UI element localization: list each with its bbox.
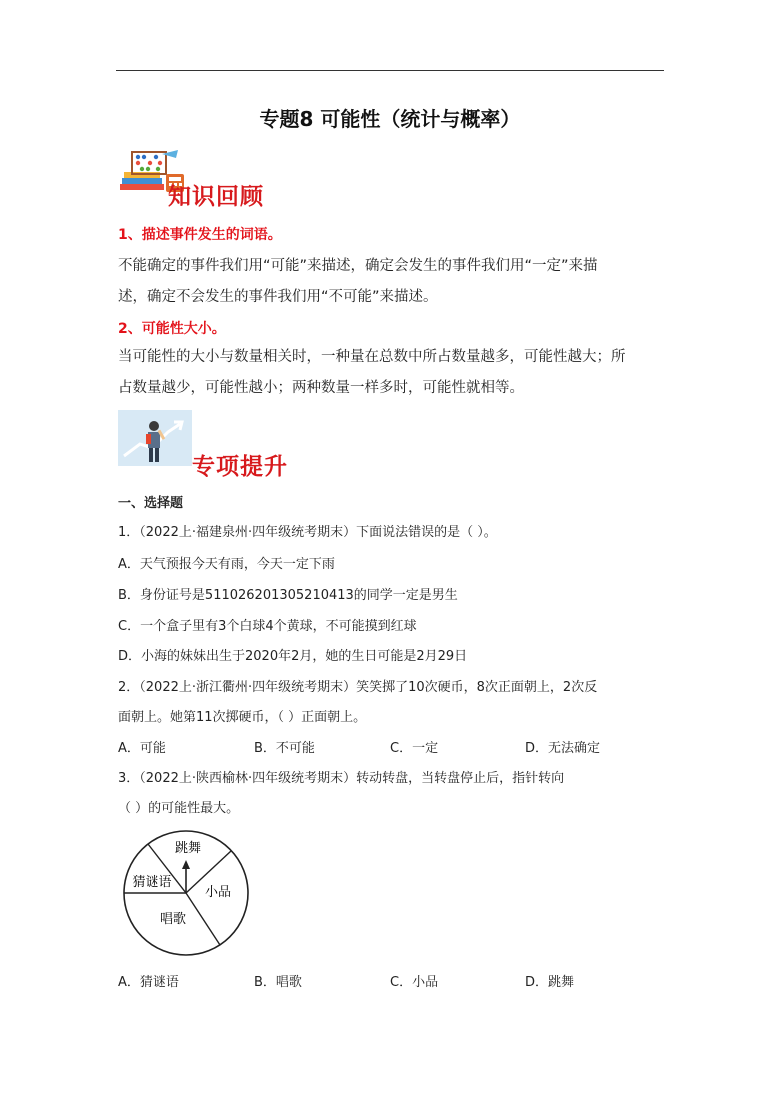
point2-line2: 占数量越少，可能性越小；两种数量一样多时，可能性就相等。 xyxy=(118,380,524,396)
q2-stem-line1: 2．（2022上·浙江衢州·四年级统考期末）笑笑掷了10次硬币，8次正面朝上，2次反 xyxy=(118,680,598,695)
q1-option-d: D．小海的妹妹出生于2020年2月，她的生日可能是2月29日 xyxy=(118,649,468,664)
q1-option-a: A．天气预报今天有雨，今天一定下雨 xyxy=(118,557,335,572)
sector-label-dance: 跳舞 xyxy=(174,841,202,856)
q3-option-a: A．猜谜语 xyxy=(118,975,179,990)
q1-option-c: C．一个盒子里有3个白球4个黄球，不可能摸到红球 xyxy=(118,619,417,634)
q3-option-d: D．跳舞 xyxy=(525,975,575,990)
header-rule xyxy=(116,70,664,71)
q3-stem-line1: 3．（2022上·陕西榆林·四年级统考期末）转动转盘，当转盘停止后，指针转向 xyxy=(118,771,565,786)
q1-stem: 1．（2022上·福建泉州·四年级统考期末）下面说法错误的是（ ）。 xyxy=(118,525,497,540)
q1-option-b: B．身份证号是511026201305210413的同学一定是男生 xyxy=(118,588,458,603)
point1-line1: 不能确定的事件我们用“可能”来描述，确定会发生的事件我们用“一定”来描 xyxy=(118,258,598,274)
point2-title: 2、可能性大小。 xyxy=(118,321,226,337)
page-title: 专题8 可能性（统计与概率） xyxy=(259,107,521,131)
q3-stem-line2: （ ）的可能性最大。 xyxy=(118,801,240,816)
knowledge-review-heading: 知识回顾 xyxy=(168,183,264,210)
point1-line2: 述，确定不会发生的事件我们用“不可能”来描述。 xyxy=(118,289,438,305)
q2-option-d: D．无法确定 xyxy=(525,741,601,756)
practice-heading: 专项提升 xyxy=(192,453,288,480)
q2-option-c: C．一定 xyxy=(390,741,439,756)
sector-label-sing: 唱歌 xyxy=(159,912,187,927)
sector-label-skit: 小品 xyxy=(204,885,232,900)
person-growth-chart-icon xyxy=(118,410,192,466)
section-choice-label: 一、选择题 xyxy=(118,496,184,511)
q2-option-a: A．可能 xyxy=(118,741,166,756)
q2-option-b: B．不可能 xyxy=(254,741,315,756)
point1-title: 1、描述事件发生的词语。 xyxy=(118,227,282,243)
q3-option-b: B．唱歌 xyxy=(254,975,302,990)
point2-line1: 当可能性的大小与数量相关时，一种量在总数中所占数量越多，可能性越大；所 xyxy=(118,349,626,365)
spinner-wheel xyxy=(118,828,258,958)
sector-label-riddle: 猜谜语 xyxy=(132,875,172,890)
q2-stem-line2: 面朝上。她第11次掷硬币，（ ）正面朝上。 xyxy=(118,710,367,725)
q3-option-c: C．小品 xyxy=(390,975,439,990)
